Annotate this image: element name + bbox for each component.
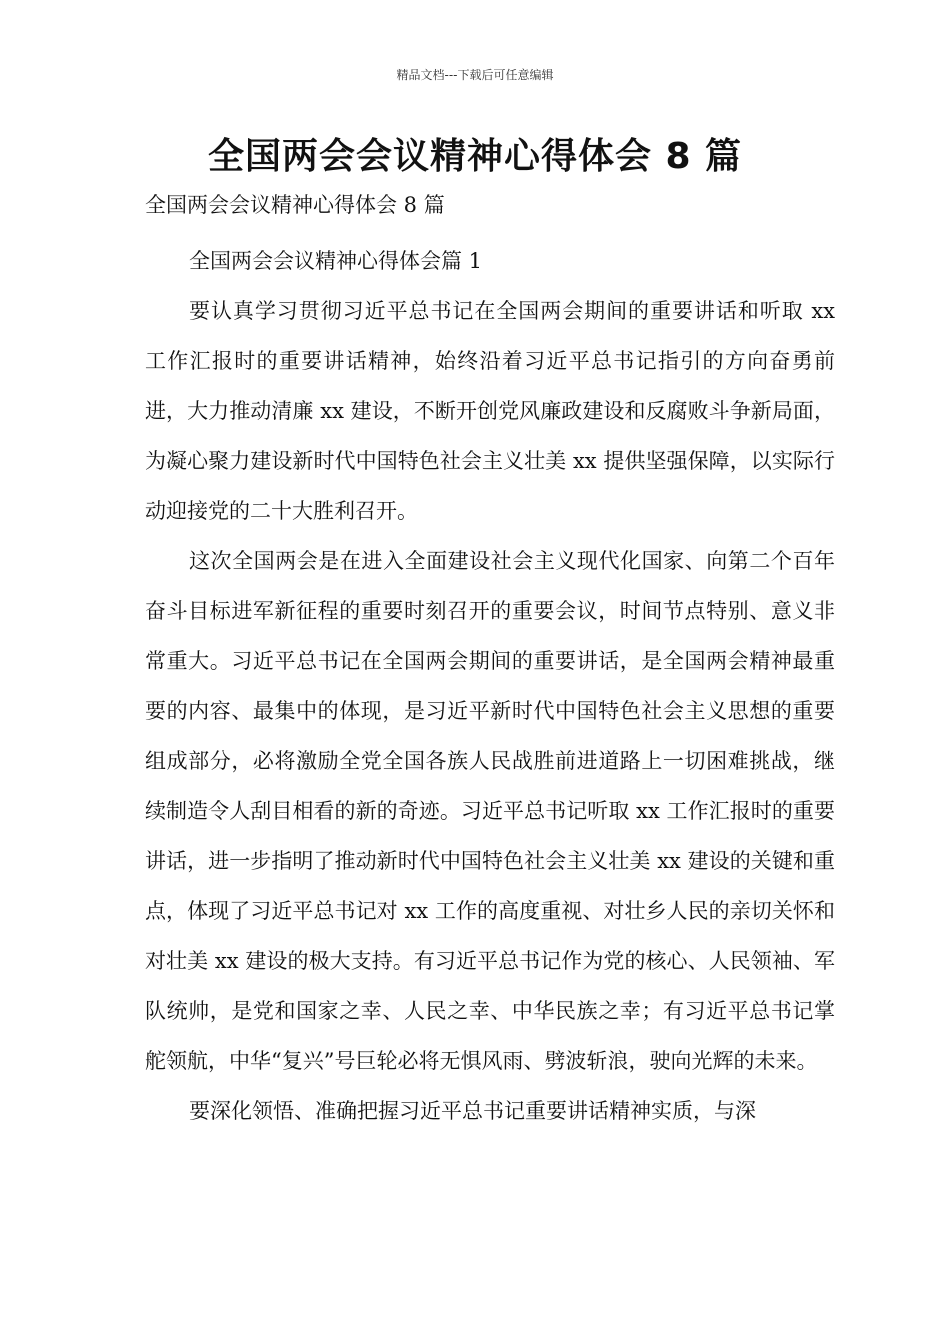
document-subtitle: 全国两会会议精神心得体会 8 篇 bbox=[145, 193, 445, 217]
document-title: 全国两会会议精神心得体会 8 篇 bbox=[207, 136, 743, 177]
paragraph-2: 这次全国两会是在进入全面建设社会主义现代化国家、向第二个百年奋斗目标进军新征程的重要时刻召开的重要会议，时间节点特别、意义非常重大。习近平总书记在全国两会期间的重要讲话，是全国两会精神最重要的内容、最集中的体现，是习近平新时代中国特色社会主义思想的重要组成部分，必将激励全党全国各族人民战胜前进道路上一切困难挑战，继续制造令人刮目相看的新的奇迹。习近平总书记听取 xx 工作汇报时的重要讲话，进一步指明了推动新时代中国特色社会主义壮美 xx 建设的关键和重点，体现了习近平总书记对 xx 工作的高度重视、对壮乡人民的亲切关怀和对壮美 xx 建设的极大支持。有习近平总书记作为党的核心、人民领袖、军队统帅，是党和国家之幸、人民之幸、中华民族之幸；有习近平总书记掌舵领航，中华“复兴”号巨轮必将无惧风雨、劈波斩浪，驶向光辉的未来。 bbox=[145, 549, 835, 1073]
paragraph-3: 要深化领悟、准确把握习近平总书记重要讲话精神实质，与深 bbox=[189, 1099, 756, 1123]
header-note: 精品文档---下载后可任意编辑 bbox=[396, 68, 554, 82]
document-body bbox=[145, 180, 835, 1136]
section-heading: 全国两会会议精神心得体会篇 1 bbox=[189, 249, 483, 273]
paragraph-1: 要认真学习贯彻习近平总书记在全国两会期间的重要讲话和听取 xx 工作汇报时的重要讲话精神，始终沿着习近平总书记指引的方向奋勇前进，大力推动清廉 xx 建设，不断开创党风廉政建设和反腐败斗争新局面，为凝心聚力建设新时代中国特色社会主义壮美 xx 提供坚强保障，以实际行动迎接党的二十大胜利召开。 bbox=[145, 299, 835, 523]
